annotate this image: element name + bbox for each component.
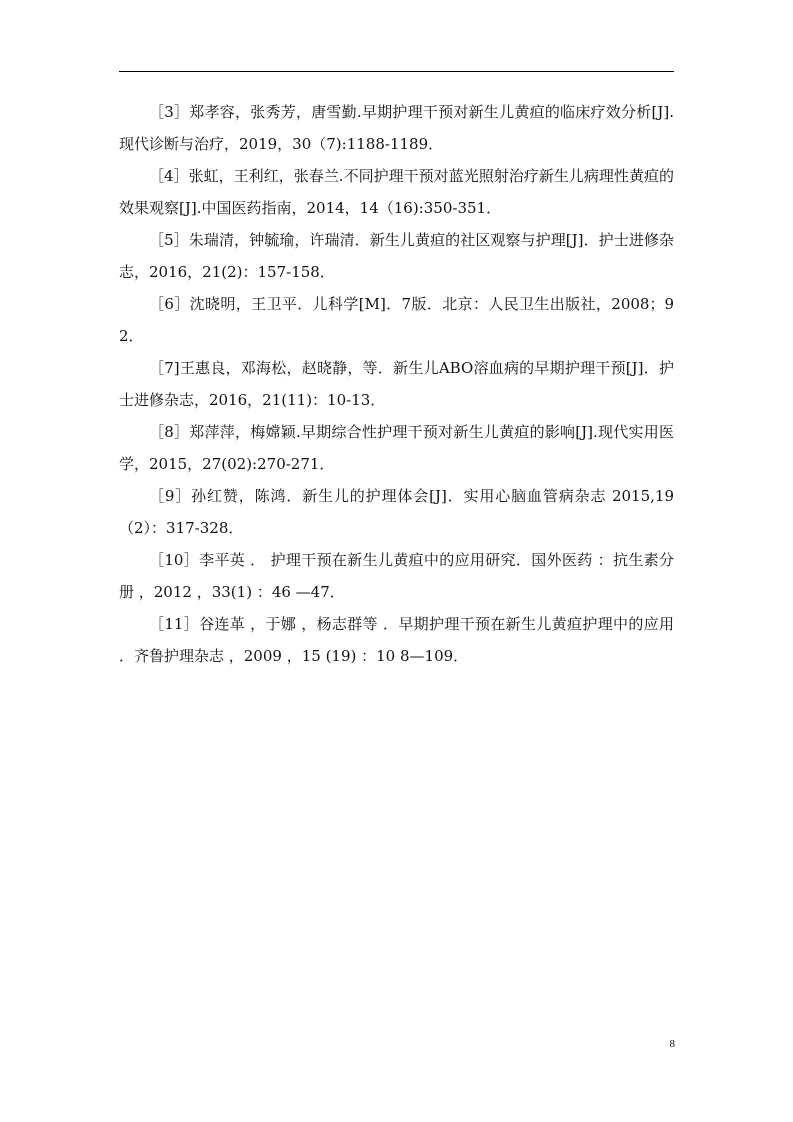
page-number: 8 [669, 1038, 675, 1050]
reference-item: ［4］张虹，王利红，张春兰.不同护理干预对蓝光照射治疗新生儿病理性黄疸的效果观察[J].中国医药指南，2014，14（16):350-351． [119, 167, 674, 217]
header-rule [119, 71, 674, 72]
reference-item: ［7]王惠良，邓海松，赵晓静，等．新生儿ABO溶血病的早期护理干预[J]．护士进修杂志，2016，21(11)：10-13． [119, 359, 674, 409]
reference-item: ［10］李平英 ． 护理干预在新生儿黄疸中的应用研究．国外医药 ：抗生素分册 ，2012 ，33(1) ：46 —47． [119, 551, 674, 601]
reference-item: ［9］孙红赞，陈鸿．新生儿的护理体会[J]．实用心脑血管病杂志 2015,19（2）：317-328． [119, 487, 674, 537]
reference-item: ［5］朱瑞清，钟毓瑜，许瑞清．新生儿黄疸的社区观察与护理[J]．护士进修杂志，2016，21(2)：157-158． [119, 231, 674, 281]
reference-item: ［11］谷连革 ，于娜 ，杨志群等 ．早期护理干预在新生儿黄疸护理中的应用 ．齐鲁护理杂志 ，2009 ，15 (19) ：10 8—109． [119, 615, 674, 665]
reference-item: ［3］郑孝容，张秀芳，唐雪勤.早期护理干预对新生儿黄疸的临床疗效分析[J].现代诊断与治疗，2019，30（7):1188-1189． [119, 103, 674, 153]
reference-item: ［6］沈晓明，王卫平．儿科学[M]．7版．北京：人民卫生出版社，2008；92． [119, 295, 674, 345]
reference-list [119, 96, 674, 672]
reference-item: ［8］郑萍萍，梅嫦颖.早期综合性护理干预对新生儿黄疸的影响[J].现代实用医学，2015，27(02):270-271． [119, 423, 674, 473]
